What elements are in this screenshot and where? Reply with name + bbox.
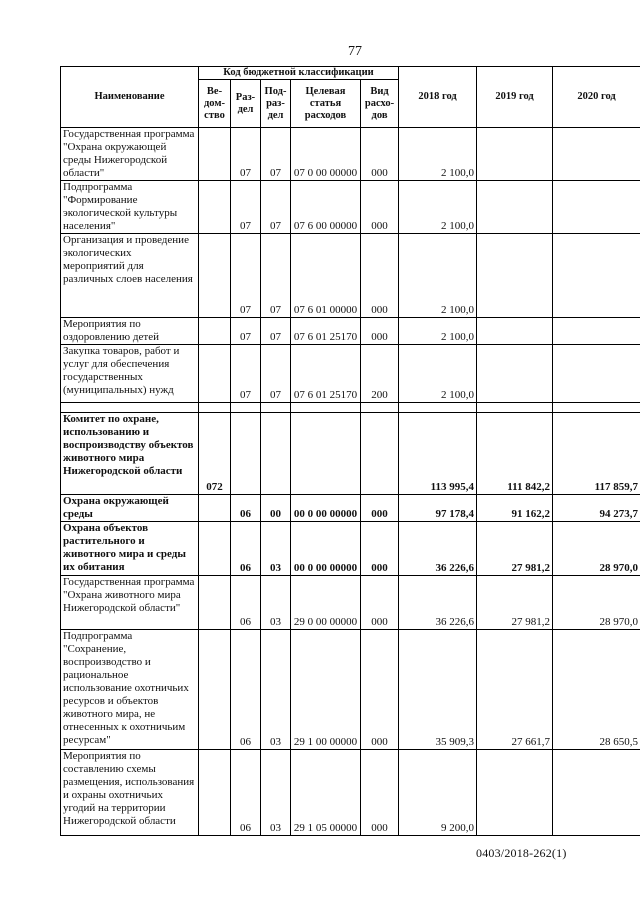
document-code: 0403/2018-262(1) [476,846,567,860]
row-amount-2019 [477,750,553,836]
row-amount-2020: 28 970,0 [553,576,640,630]
table-row [61,630,640,750]
row-amount-2018: 113 995,4 [399,413,477,495]
row-target-article: 07 6 00 00000 [291,181,361,234]
header-podrazdel: Под- раз- дел [261,80,291,128]
row-amount-2019: 91 162,2 [477,495,553,522]
row-expense-type: 000 [361,630,399,750]
row-razdel-code: 06 [231,522,261,576]
row-target-article: 00 0 00 00000 [291,522,361,576]
row-podrazdel-code [261,403,291,413]
row-ved-code [199,403,231,413]
row-amount-2019 [477,234,553,318]
table-body [61,128,640,836]
row-podrazdel-code: 03 [261,630,291,750]
row-razdel-code: 07 [231,318,261,345]
row-name: Подпрограмма "Сохранение, воспроизводство и рациональное использование охотничьих ресурсов и объектов животного мира, не отнесенных к охотничьим ресурсам" [61,630,199,750]
row-name: Закупка товаров, работ и услуг для обеспечения государственных (муниципальных) нужд [61,345,199,403]
row-amount-2018 [399,403,477,413]
table-row [61,750,640,836]
row-amount-2018: 2 100,0 [399,234,477,318]
row-name: Охрана окружающей среды [61,495,199,522]
row-expense-type [361,413,399,495]
row-ved-code [199,750,231,836]
row-name: Мероприятия по составлению схемы размещения, использования и охраны охотничьих угодий на территории Нижегородской области [61,750,199,836]
header-budget-code: Код бюджетной классификации [199,67,399,80]
table-row [61,128,640,181]
header-2020: 2020 год [553,67,640,128]
row-amount-2020: 117 859,7 [553,413,640,495]
row-expense-type: 000 [361,495,399,522]
row-razdel-code [231,403,261,413]
header-statya: Целевая статья расходов [291,80,361,128]
row-razdel-code [231,413,261,495]
row-amount-2018: 2 100,0 [399,318,477,345]
row-amount-2018: 2 100,0 [399,181,477,234]
row-amount-2018: 36 226,6 [399,576,477,630]
row-amount-2019 [477,403,553,413]
header-2018: 2018 год [399,67,477,128]
row-podrazdel-code [261,413,291,495]
row-podrazdel-code: 03 [261,750,291,836]
row-expense-type: 000 [361,318,399,345]
table-row [61,318,640,345]
row-amount-2019 [477,128,553,181]
row-amount-2019: 111 842,2 [477,413,553,495]
row-expense-type: 000 [361,234,399,318]
row-name: Государственная программа "Охрана окружающей среды Нижегородской области" [61,128,199,181]
row-amount-2020 [553,234,640,318]
row-amount-2019: 27 981,2 [477,576,553,630]
row-razdel-code: 06 [231,630,261,750]
row-name [61,403,199,413]
row-expense-type: 000 [361,128,399,181]
row-amount-2020 [553,345,640,403]
row-target-article [291,403,361,413]
row-ved-code [199,234,231,318]
row-podrazdel-code: 03 [261,522,291,576]
row-target-article [291,413,361,495]
row-amount-2018: 35 909,3 [399,630,477,750]
row-expense-type [361,403,399,413]
row-amount-2018: 36 226,6 [399,522,477,576]
row-amount-2018: 9 200,0 [399,750,477,836]
row-razdel-code: 06 [231,750,261,836]
header-name: Наименование [61,67,199,128]
row-ved-code: 072 [199,413,231,495]
table-row [61,413,640,495]
row-target-article: 29 1 05 00000 [291,750,361,836]
row-podrazdel-code: 00 [261,495,291,522]
row-ved-code [199,318,231,345]
row-podrazdel-code: 03 [261,576,291,630]
row-podrazdel-code: 07 [261,234,291,318]
row-name: Организация и проведение экологических мероприятий для различных слоев населения [61,234,199,318]
row-amount-2019 [477,345,553,403]
header-ved: Ве- дом- ство [199,80,231,128]
row-target-article: 29 0 00 00000 [291,576,361,630]
row-ved-code [199,128,231,181]
row-ved-code [199,495,231,522]
row-ved-code [199,181,231,234]
row-amount-2018: 2 100,0 [399,345,477,403]
row-expense-type: 200 [361,345,399,403]
row-podrazdel-code: 07 [261,181,291,234]
row-name: Мероприятия по оздоровлению детей [61,318,199,345]
row-podrazdel-code: 07 [261,345,291,403]
row-expense-type: 000 [361,181,399,234]
header-vid: Вид расхо- дов [361,80,399,128]
header-2019: 2019 год [477,67,553,128]
row-ved-code [199,522,231,576]
row-target-article: 29 1 00 00000 [291,630,361,750]
row-amount-2020 [553,318,640,345]
row-expense-type: 000 [361,522,399,576]
row-target-article: 00 0 00 00000 [291,495,361,522]
row-razdel-code: 06 [231,576,261,630]
row-amount-2019 [477,181,553,234]
row-target-article: 07 0 00 00000 [291,128,361,181]
row-name: Охрана объектов растительного и животного мира и среды их обитания [61,522,199,576]
table-row [61,522,640,576]
table-row [61,495,640,522]
row-amount-2020 [553,403,640,413]
row-expense-type: 000 [361,750,399,836]
row-amount-2018: 2 100,0 [399,128,477,181]
row-razdel-code: 07 [231,345,261,403]
row-name: Подпрограмма "Формирование экологической культуры населения" [61,181,199,234]
row-ved-code [199,630,231,750]
row-amount-2020 [553,128,640,181]
row-razdel-code: 07 [231,234,261,318]
row-target-article: 07 6 01 25170 [291,318,361,345]
row-amount-2020: 28 650,5 [553,630,640,750]
table-row [61,345,640,403]
row-razdel-code: 07 [231,128,261,181]
header-razdel: Раз- дел [231,80,261,128]
row-amount-2018: 97 178,4 [399,495,477,522]
row-ved-code [199,345,231,403]
row-razdel-code: 07 [231,181,261,234]
row-expense-type: 000 [361,576,399,630]
row-amount-2019: 27 661,7 [477,630,553,750]
row-name: Комитет по охране, использованию и воспроизводству объектов животного мира Нижегородской области [61,413,199,495]
row-target-article: 07 6 01 25170 [291,345,361,403]
row-podrazdel-code: 07 [261,318,291,345]
page-number: 77 [348,44,362,59]
row-podrazdel-code: 07 [261,128,291,181]
budget-table [60,66,640,836]
row-target-article: 07 6 01 00000 [291,234,361,318]
row-amount-2019 [477,318,553,345]
table-row [61,403,640,413]
row-razdel-code: 06 [231,495,261,522]
row-amount-2020: 94 273,7 [553,495,640,522]
table-row [61,234,640,318]
row-amount-2020: 28 970,0 [553,522,640,576]
row-ved-code [199,576,231,630]
row-amount-2020 [553,750,640,836]
table-row [61,576,640,630]
row-name: Государственная программа "Охрана животного мира Нижегородской области" [61,576,199,630]
row-amount-2020 [553,181,640,234]
table-row [61,181,640,234]
row-amount-2019: 27 981,2 [477,522,553,576]
